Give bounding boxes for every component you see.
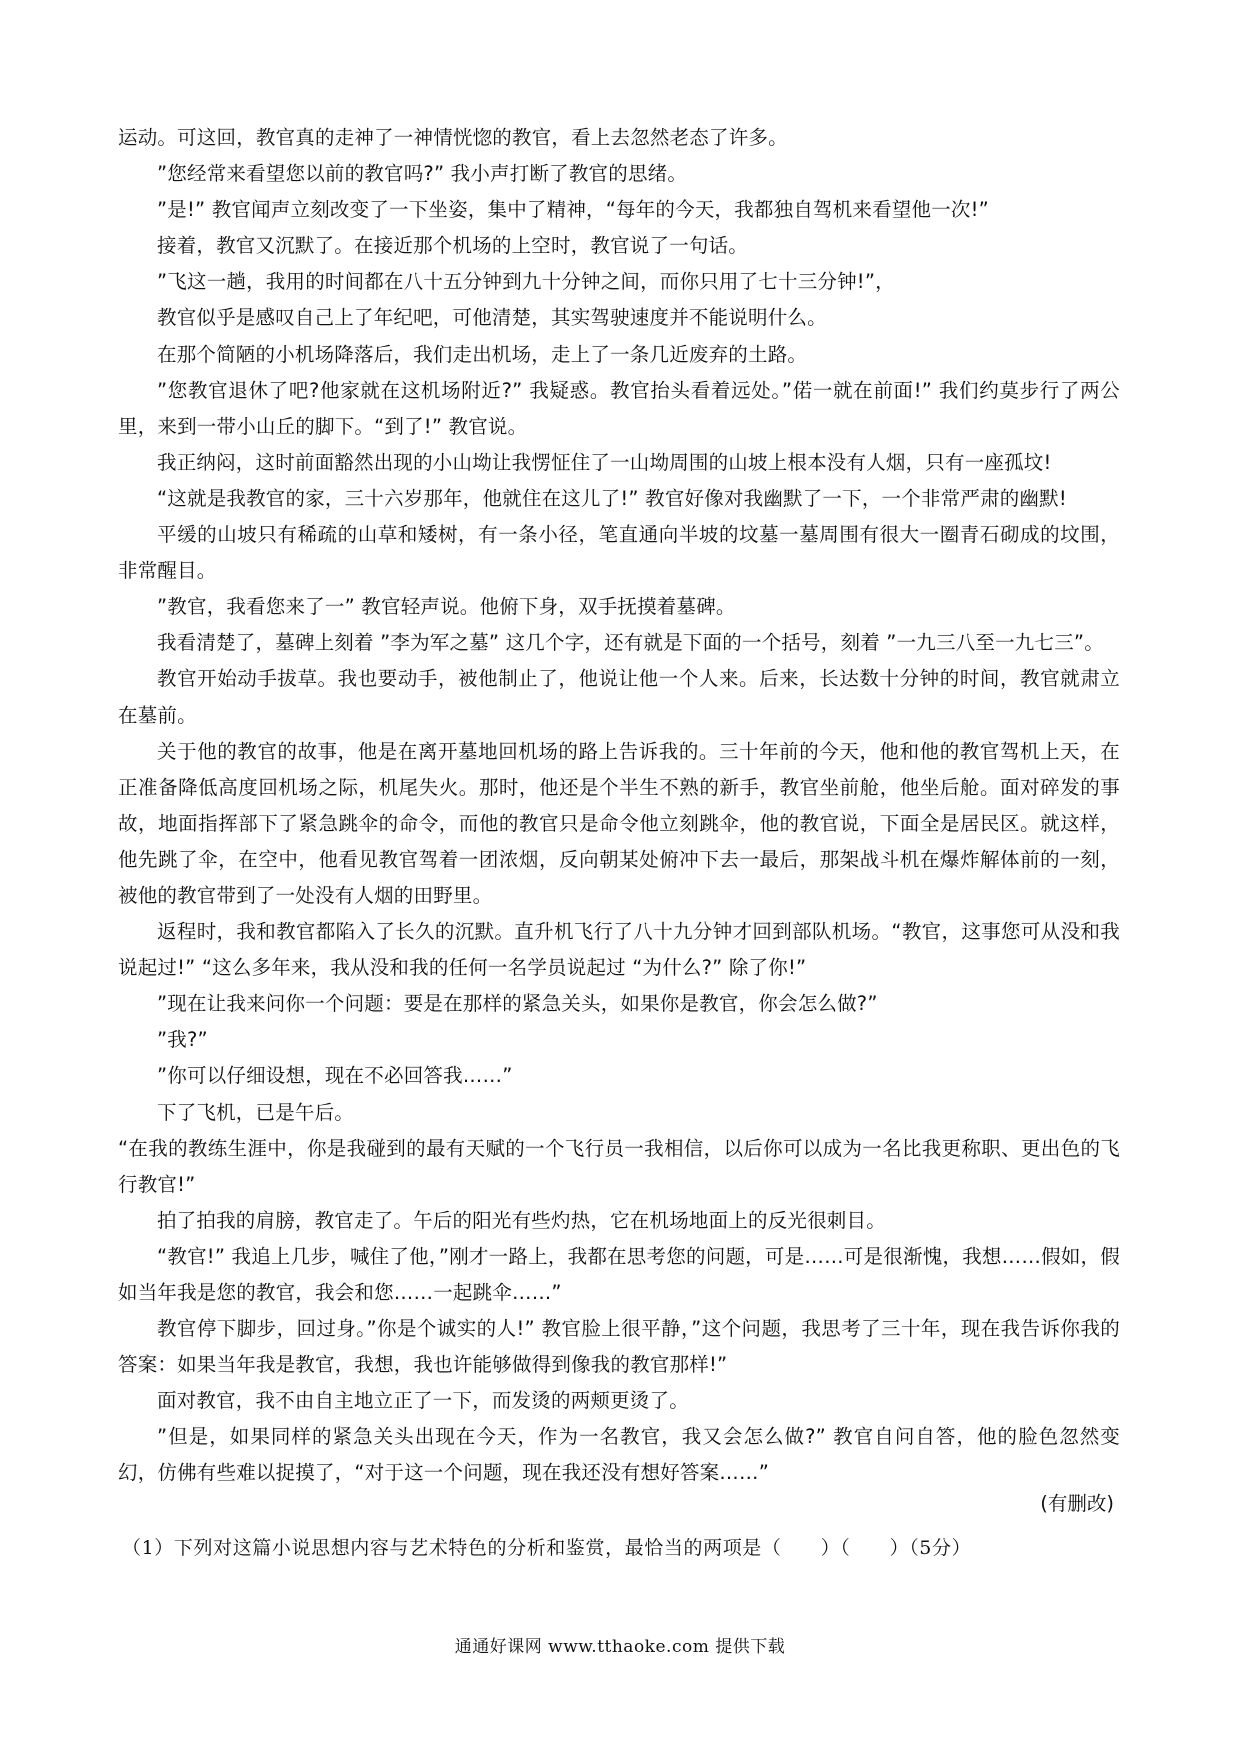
paragraph: 运动。可这回，教官真的走神了一神情恍惚的教官，看上去忽然老态了许多。: [118, 126, 788, 149]
paragraph: 教官停下脚步，回过身。”你是个诚实的人!” 教官脸上很平静，”这个问题，我思考了三十年，现在我告诉你我的答案：如果当年我是教官，我想，我也许能够做得到像我的教官那样!”: [118, 1317, 1120, 1377]
paragraph: 我正纳闷，这时前面豁然出现的小山坳让我愣怔住了一山坳周围的山坡上根本没有人烟，只有一座孤坟!: [157, 450, 1052, 474]
paragraph: “在我的教练生涯中，你是我碰到的最有天赋的一个飞行员一我相信，以后你可以成为一名比我更称职、更出色的飞行教官!”: [118, 1136, 1120, 1196]
question-1: （1）下列对这篇小说思想内容与艺术特色的分析和鉴赏，最恰当的两项是（ ）（ ）（5分）: [122, 1537, 972, 1559]
paragraph: ”是!” 教官闻声立刻改变了一下坐姿，集中了精神，“每年的今天，我都独自驾机来看望他一次!”: [157, 198, 989, 222]
paragraph: 教官似乎是感叹自己上了年纪吧，可他清楚，其实驾驶速度并不能说明什么。: [157, 306, 827, 330]
paragraph: ”飞这一趟，我用的时间都在八十五分钟到九十分钟之间，而你只用了七十三分钟!”，: [157, 270, 895, 294]
paragraph: “教官!” 我追上几步，喊住了他，”刚才一路上，我都在思考您的问题，可是……可是很渐愧，我想……假如，假如当年我是您的教官，我会和您……一起跳伞……”: [118, 1244, 1120, 1304]
paragraph: 面对教官，我不由自主地立正了一下，而发烫的两颊更烫了。: [157, 1389, 689, 1413]
paragraph: ”但是，如果同样的紧急关头出现在今天，作为一名教官，我又会怎么做?” 教官自问自答，他的脸色忽然变幻，仿佛有些难以捉摸了，“对于这一个问题，现在我还没有想好答案……”: [118, 1425, 1120, 1485]
paragraph: ”我?”: [157, 1028, 208, 1052]
page-footer: 通通好课网 www.tthaoke.com 提供下载: [454, 1637, 786, 1657]
paragraph: ”您经常来看望您以前的教官吗?” 我小声打断了教官的思绪。: [157, 162, 688, 186]
paragraph: 拍了拍我的肩膀，教官走了。午后的阳光有些灼热，它在机场地面上的反光很刺目。: [157, 1208, 886, 1232]
paragraph: 接着，教官又沉默了。在接近那个机场的上空时，教官说了一句话。: [157, 234, 749, 258]
paragraph: 返程时，我和教官都陷入了长久的沉默。直升机飞行了八十九分钟才回到部队机场。“教官，这事您可从没和我说起过!” “这么多年来，我从没和我的任何一名学员说起过 “为什么?” 除了你!”: [118, 920, 1120, 980]
paragraph: 下了飞机，已是午后。: [157, 1100, 355, 1124]
paragraph: 关于他的教官的故事，他是在离开墓地回机场的路上告诉我的。三十年前的今天，他和他的教官驾机上天，在正准备降低高度回机场之际，机尾失火。那时，他还是个半生不熟的新手，教官坐前舱，他坐后舱。面对碎发的事故，地面指挥部下了紧急跳伞的命令，而他的教官只是命令他立刻跳伞，他的教官说，下面全是居民区。就这样，他先跳了伞，在空中，他看见教官驾着一团浓烟，反向朝某处俯冲下去一最后，那架战斗机在爆炸解体前的一刻，被他的教官带到了一处没有人烟的田野里。: [118, 739, 1120, 907]
paragraph: 平缓的山坡只有稀疏的山草和矮树，有一条小径，笔直通向半坡的坟墓一墓周围有很大一圈青石砌成的坟围，非常醒目。: [118, 523, 1120, 583]
paragraph: 我看清楚了，墓碑上刻着 ”李为军之墓” 这几个字，还有就是下面的一个括号，刻着 ”一九三八至一九七三”。: [157, 631, 1104, 655]
paragraph: 教官开始动手拔草。我也要动手，被他制止了，他说让他一个人来。后来，长达数十分钟的时间，教官就肃立在墓前。: [118, 667, 1120, 727]
story-text: [118, 120, 1120, 1492]
paragraph: ”你可以仔细设想，现在不必回答我……”: [157, 1064, 513, 1088]
paragraph: ”现在让我来问你一个问题：要是在那样的紧急关头，如果你是教官，你会怎么做?”: [157, 992, 878, 1016]
paragraph: ”您教官退休了吧?他家就在这机场附近?” 我疑惑。教官抬头看着远处。”偌一就在前面!” 我们约莫步行了两公里，来到一带小山丘的脚下。“到了!” 教官说。: [118, 378, 1120, 438]
source-note: (有删改): [1040, 1492, 1114, 1515]
paragraph: “这就是我教官的家，三十六岁那年，他就住在这儿了!” 教官好像对我幽默了一下，一个非常严肃的幽默!: [157, 486, 1067, 510]
paragraph: 在那个简陋的小机场降落后，我们走出机场，走上了一条几近废弃的土路。: [157, 342, 808, 366]
paragraph: ”教官，我看您来了一” 教官轻声说。他俯下身，双手抚摸着墓碑。: [157, 595, 736, 619]
